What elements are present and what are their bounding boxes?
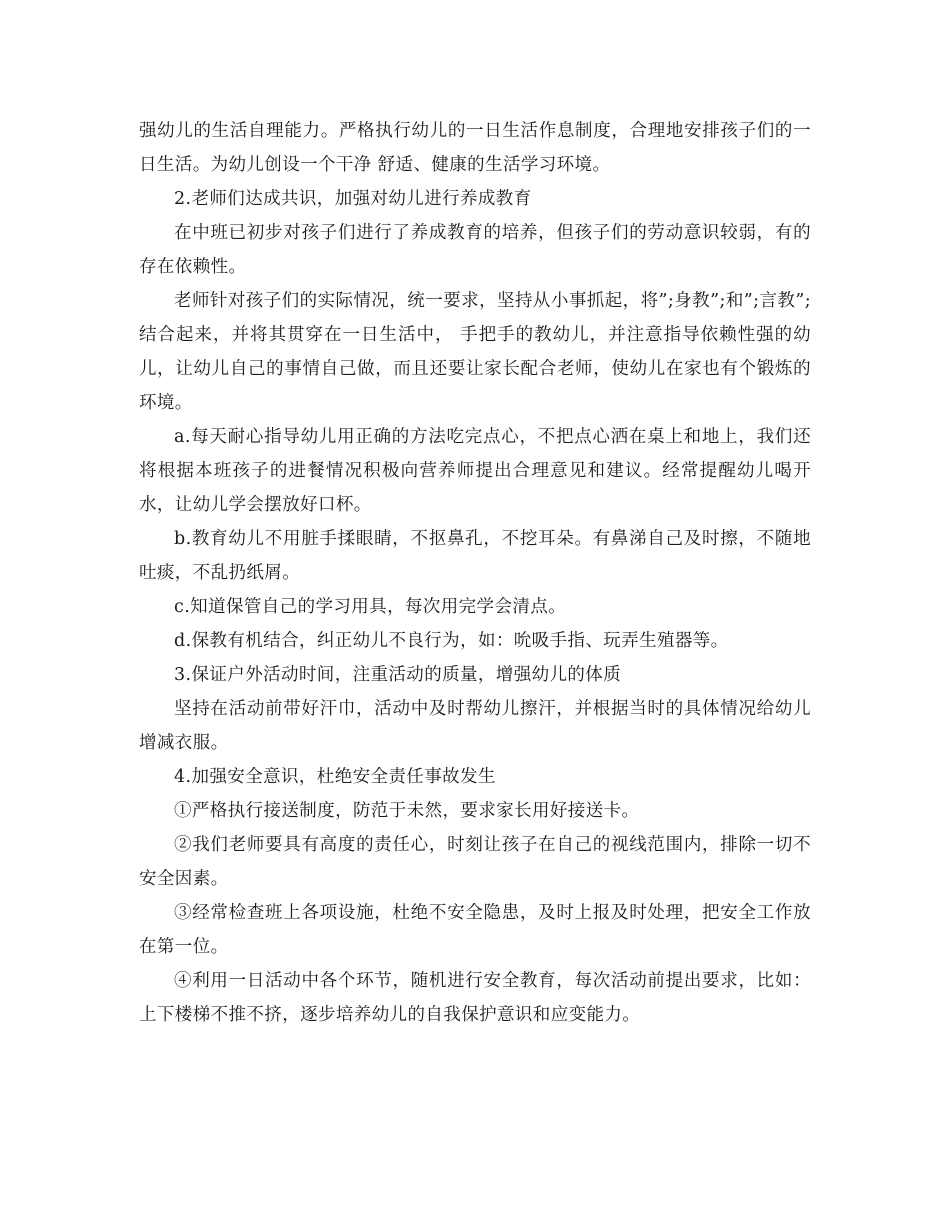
paragraph-9: 3.保证户外活动时间，注重活动的质量，增强幼儿的体质 — [174, 665, 622, 685]
paragraph-15: ④利用一日活动中各个环节，随机进行安全教育，每次活动前提出要求，比如：上下楼梯不推不挤，逐步培养幼儿的自我保护意识和应变能力。 — [139, 971, 811, 1025]
paragraph-4: 老师针对孩子们的实际情况，统一要求，坚持从小事抓起，将”;身教”;和”;言教”;结合起来，并将其贯穿在一日生活中， 手把手的教幼儿，并注意指导依赖性强的幼儿，让幼儿自己的事情自己做，而且还要让家长配合老师，使幼儿在家也有个锻炼的环境。 — [139, 291, 811, 413]
paragraph-5: a.每天耐心指导幼儿用正确的方法吃完点心，不把点心洒在桌上和地上，我们还将根据本班孩子的进餐情况积极向营养师提出合理意见和建议。经常提醒幼儿喝开水，让幼儿学会摆放好口杯。 — [139, 427, 811, 515]
paragraph-8: d.保教有机结合，纠正幼儿不良行为，如：吮吸手指、玩弄生殖器等。 — [174, 631, 729, 651]
paragraph-14: ③经常检查班上各项设施，杜绝不安全隐患，及时上报及时处理，把安全工作放在第一位。 — [139, 903, 811, 957]
paragraph-3: 在中班已初步对孩子们进行了养成教育的培养，但孩子们的劳动意识较弱，有的存在依赖性。 — [139, 223, 811, 277]
paragraph-7: c.知道保管自己的学习用具，每次用完学会清点。 — [174, 597, 567, 617]
paragraph-12: ①严格执行接送制度，防范于未然，要求家长用好接送卡。 — [174, 801, 640, 821]
paragraph-1: 强幼儿的生活自理能力。严格执行幼儿的一日生活作息制度，合理地安排孩子们的一日生活。为幼儿创设一个干净 舒适、健康的生活学习环境。 — [139, 121, 811, 175]
paragraph-10: 坚持在活动前带好汗巾，活动中及时帮幼儿擦汗，并根据当时的具体情况给幼儿增减衣服。 — [139, 699, 811, 753]
paragraph-13: ②我们老师要具有高度的责任心，时刻让孩子在自己的视线范围内，排除一切不安全因素。 — [139, 835, 811, 889]
paragraph-2: 2.老师们达成共识，加强对幼儿进行养成教育 — [174, 189, 532, 209]
document-page — [139, 114, 811, 1032]
paragraph-11: 4.加强安全意识，杜绝安全责任事故发生 — [174, 767, 496, 787]
paragraph-6: b.教育幼儿不用脏手揉眼睛，不抠鼻孔，不挖耳朵。有鼻涕自己及时擦，不随地吐痰，不乱扔纸屑。 — [139, 529, 811, 583]
